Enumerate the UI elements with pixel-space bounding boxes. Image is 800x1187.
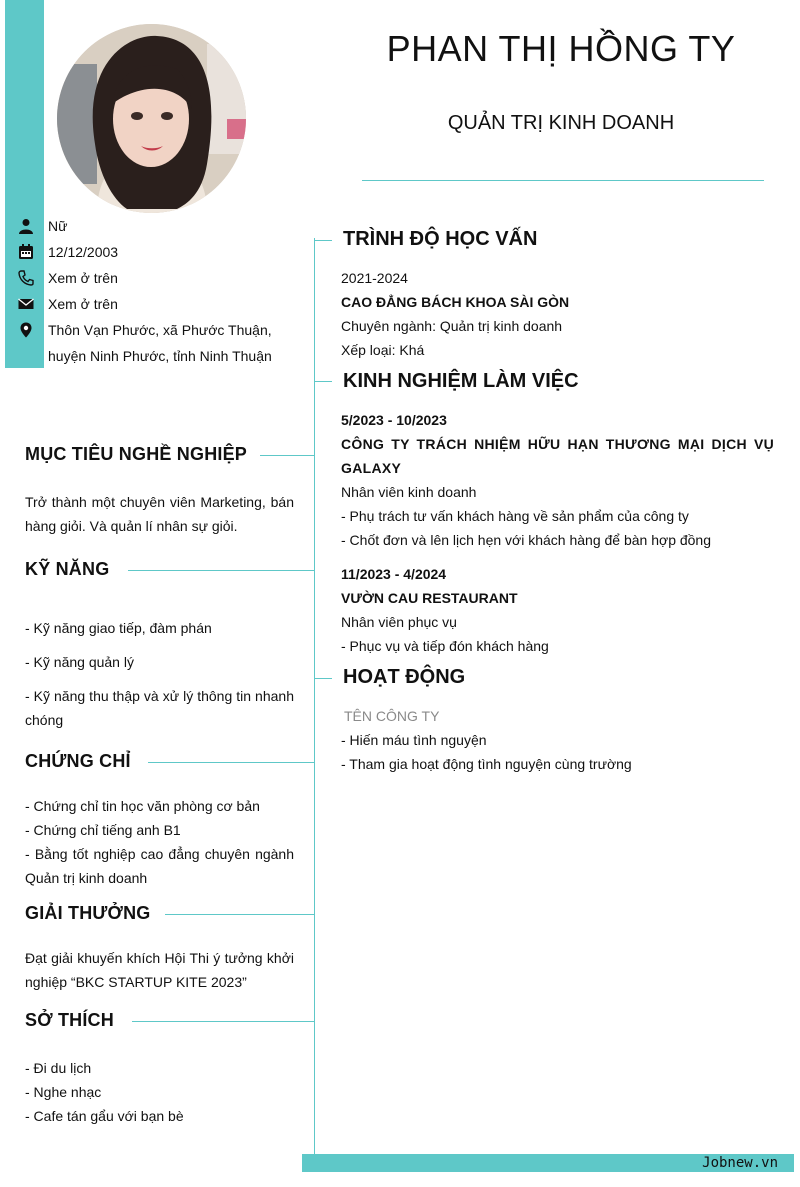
avatar-photo (57, 24, 246, 213)
certificates-heading: CHỨNG CHỈ (25, 751, 131, 771)
activity-company-placeholder: TÊN CÔNG TY (344, 708, 440, 724)
skills-heading: KỸ NĂNG (25, 559, 110, 579)
education-grade: Xếp loại: Khá (341, 342, 425, 358)
hobbies-heading: SỞ THÍCH (25, 1010, 114, 1030)
candidate-name: PHAN THỊ HỒNG TY (386, 28, 736, 69)
skill-item: - Kỹ năng giao tiếp, đàm phán (25, 620, 212, 636)
awards-text: Đạt giải khuyến khích Hội Thi ý tưởng khởi nghiệp “BKC STARTUP KITE 2023” (25, 950, 294, 990)
education-school: CAO ĐẲNG BÁCH KHOA SÀI GÒN (341, 294, 570, 310)
header-divider (362, 180, 764, 181)
info-email (17, 291, 288, 317)
experience-heading: KINH NGHIỆM LÀM VIỆC (343, 370, 579, 392)
phone-value: Xem ở trên (48, 270, 118, 286)
certificate-item: - Chứng chỉ tiếng anh B1 (25, 822, 181, 838)
activity-item: - Tham gia hoạt động tình nguyện cùng trường (341, 756, 632, 772)
info-gender (17, 213, 288, 239)
activity-item: - Hiến máu tình nguyện (341, 732, 487, 748)
awards-rule (165, 914, 314, 915)
location-pin-icon (17, 317, 48, 343)
education-hook (314, 240, 332, 241)
certificate-item: - Chứng chỉ tin học văn phòng cơ bản (25, 798, 260, 814)
job-period: 11/2023 - 4/2024 (341, 566, 447, 582)
info-address (17, 317, 288, 369)
skills-rule (128, 570, 314, 571)
gender-value: Nữ (48, 218, 68, 234)
birthday-value: 12/12/2003 (48, 244, 119, 260)
mail-icon (17, 291, 48, 317)
email-value: Xem ở trên (48, 296, 118, 312)
job-duty: - Phụ trách tư vấn khách hàng về sản phẩm của công ty (341, 508, 689, 524)
skill-item: - Kỹ năng thu thập và xử lý thông tin nhanh chóng (25, 688, 294, 728)
hobbies-rule (132, 1021, 314, 1022)
job-role: Nhân viên phục vụ (341, 614, 457, 630)
person-icon (17, 213, 48, 239)
calendar-icon (17, 239, 48, 265)
education-heading: TRÌNH ĐỘ HỌC VẤN (343, 228, 538, 250)
job-duty: - Chốt đơn và lên lịch hẹn với khách hàng để bàn hợp đồng (341, 532, 712, 548)
info-phone (17, 265, 288, 291)
activities-hook (314, 678, 332, 679)
hobby-item: - Nghe nhạc (25, 1084, 102, 1100)
hobby-item: - Đi du lịch (25, 1060, 92, 1076)
info-birthday (17, 239, 288, 265)
job-company: VƯỜN CAU RESTAURANT (341, 590, 518, 606)
certificate-item: - Bằng tốt nghiệp cao đẳng chuyên ngành Quản trị kinh doanh (25, 846, 294, 886)
job-duty: - Phục vụ và tiếp đón khách hàng (341, 638, 549, 654)
awards-heading: GIẢI THƯỞNG (25, 903, 151, 923)
certificates-rule (148, 762, 314, 763)
activities-heading: HOẠT ĐỘNG (343, 666, 466, 688)
hobby-item: - Cafe tán gẩu với bạn bè (25, 1108, 184, 1124)
job-company: CÔNG TY TRÁCH NHIỆM HỮU HẠN THƯƠNG MẠI DỊCH VỤ GALAXY (341, 436, 774, 476)
objective-heading: MỤC TIÊU NGHỀ NGHIỆP (25, 444, 248, 464)
objective-text: Trở thành một chuyên viên Marketing, bán hàng giỏi. Và quản lí nhân sự giỏi. (25, 494, 294, 534)
education-period: 2021-2024 (341, 270, 408, 286)
phone-icon (17, 265, 48, 291)
footer-brand: Jobnew.vn (702, 1155, 778, 1171)
job-period: 5/2023 - 10/2023 (341, 412, 447, 428)
job-title: QUẢN TRỊ KINH DOANH (447, 112, 675, 134)
education-major: Chuyên ngành: Quản trị kinh doanh (341, 318, 563, 334)
address-value: Thôn Vạn Phước, xã Phước Thuận, huyện Ninh Phước, tỉnh Ninh Thuận (48, 322, 272, 364)
objective-rule (260, 455, 314, 456)
experience-hook (314, 381, 332, 382)
timeline-line (314, 238, 315, 1156)
avatar (57, 24, 246, 213)
job-role: Nhân viên kinh doanh (341, 484, 477, 500)
skill-item: - Kỹ năng quản lý (25, 654, 134, 670)
